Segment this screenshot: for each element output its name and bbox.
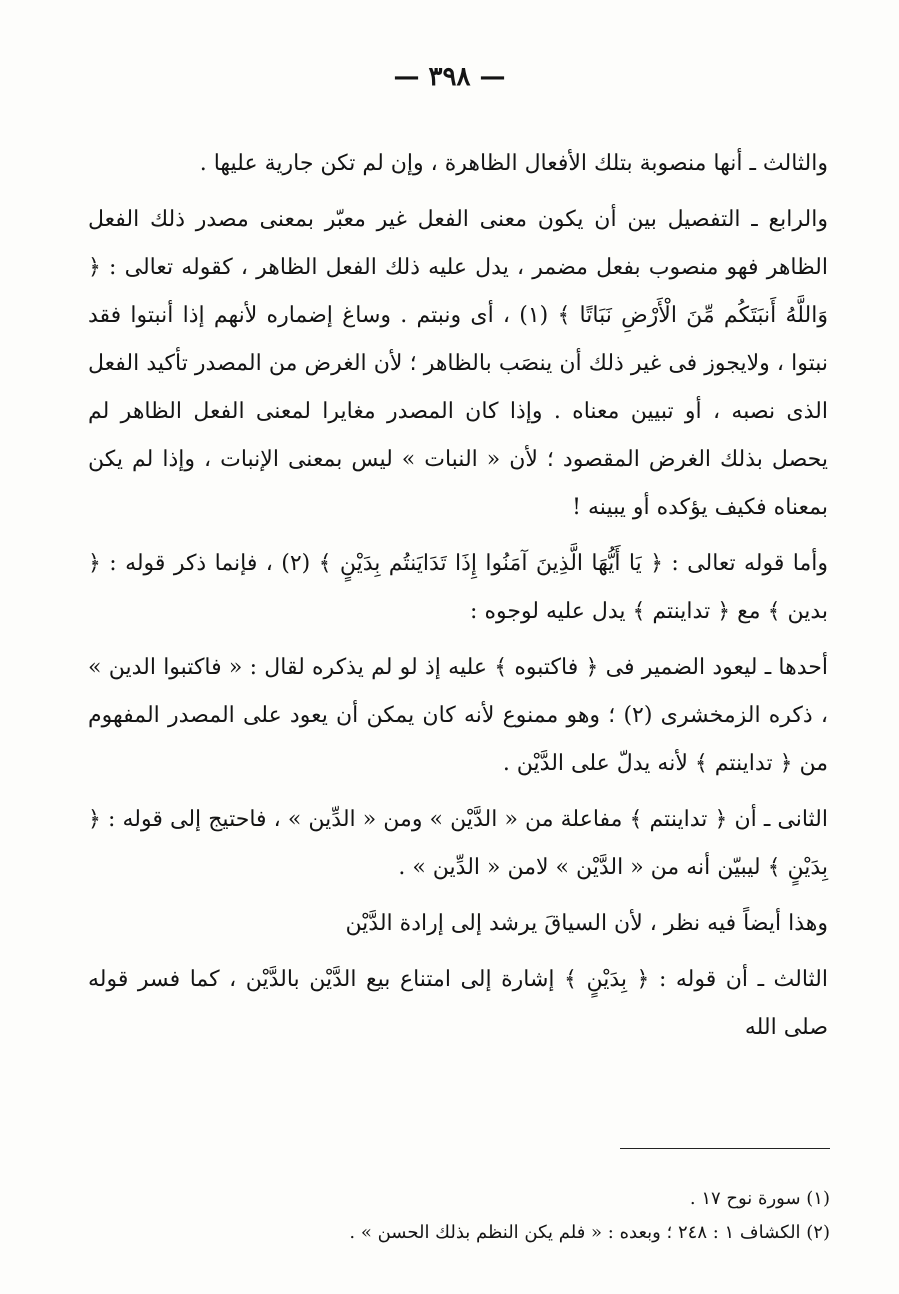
paragraph-first-reason: أحدها ـ ليعود الضمير فى ﴿ فاكتبوه ﴾ عليه إذ لو لم يذكره لقال : « فاكتبوا الدين » ، ذكره الزمخشرى (٢) ؛ وهو ممنوع لأنه كان يمكن أن يعود على المصدر المفهوم من ﴿ تداينتم ﴾ لأنه يدلّ على الدَّيْن . — [88, 655, 829, 776]
body-text — [88, 140, 828, 1060]
footnote-1: (١) سورة نوح ١٧ . — [689, 1188, 830, 1209]
paragraph-second-reason: الثانى ـ أن ﴿ تداينتم ﴾ مفاعلة من « الدَّيْن » ومن « الدِّين » ، فاحتيج إلى قوله : ﴿ بِدَيْنٍ ﴾ ليبيّن أنه من « الدَّيْن » لامن « الدِّين » . — [88, 807, 828, 880]
footnotes — [120, 1182, 830, 1250]
paragraph-third-opinion: والثالث ـ أنها منصوبة بتلك الأفعال الظاهرة ، وإن لم تكن جارية عليها . — [199, 151, 828, 176]
paragraph-objection: وهذا أيضاً فيه نظر ، لأن السياقَ يرشد إلى إرادة الدَّيْن — [345, 911, 828, 936]
paragraph-verse-tadayantum: وأما قوله تعالى : ﴿ يَا أَيُّهَا الَّذِينَ آمَنُوا إِذَا تَدَايَنتُم بِدَيْنٍ ﴾ (٢) ، فإنما ذكر قوله : ﴿ بدين ﴾ مع ﴿ تداينتم ﴾ يدل عليه لوجوه : — [88, 551, 829, 624]
page-number: — ٣٩٨ — — [393, 62, 506, 92]
footnote-divider — [620, 1148, 830, 1149]
paragraph-third-reason: الثالث ـ أن قوله : ﴿ بِدَيْنٍ ﴾ إشارة إلى امتناع بيع الدَّيْن بالدَّيْن ، كما فسر قوله صلى الله — [88, 967, 828, 1040]
footnote-2: (٢) الكشاف ١ : ٢٤٨ ؛ وبعده : « فلم يكن النظم بذلك الحسن » . — [349, 1222, 830, 1243]
paragraph-fourth-opinion: والرابع ـ التفصيل بين أن يكون معنى الفعل غير معبّر بمعنى مصدر ذلك الفعل الظاهر فهو منصوب بفعل مضمر ، يدل عليه ذلك الفعل الظاهر ، كقوله تعالى : ﴿ وَاللَّهُ أَنبَتَكُم مِّنَ الْأَرْضِ نَبَاتًا ﴾ (١) ، أى ونبتم . وساغ إضماره لأنهم إذا أنبتوا فقد نبتوا ، ولايجوز فى غير ذلك أن ينصَب بالظاهر ؛ لأن الغرض من المصدر تأكيد الفعل الذى نصبه ، أو تبيين معناه . وإذا كان المصدر مغايرا لمعنى الفعل الظاهر لم يحصل بذلك الغرض المقصود ؛ لأن « النبات » ليس بمعنى الإنبات ، وإذا لم يكن بمعناه فكيف يؤكده أو يبينه ! — [88, 207, 828, 520]
